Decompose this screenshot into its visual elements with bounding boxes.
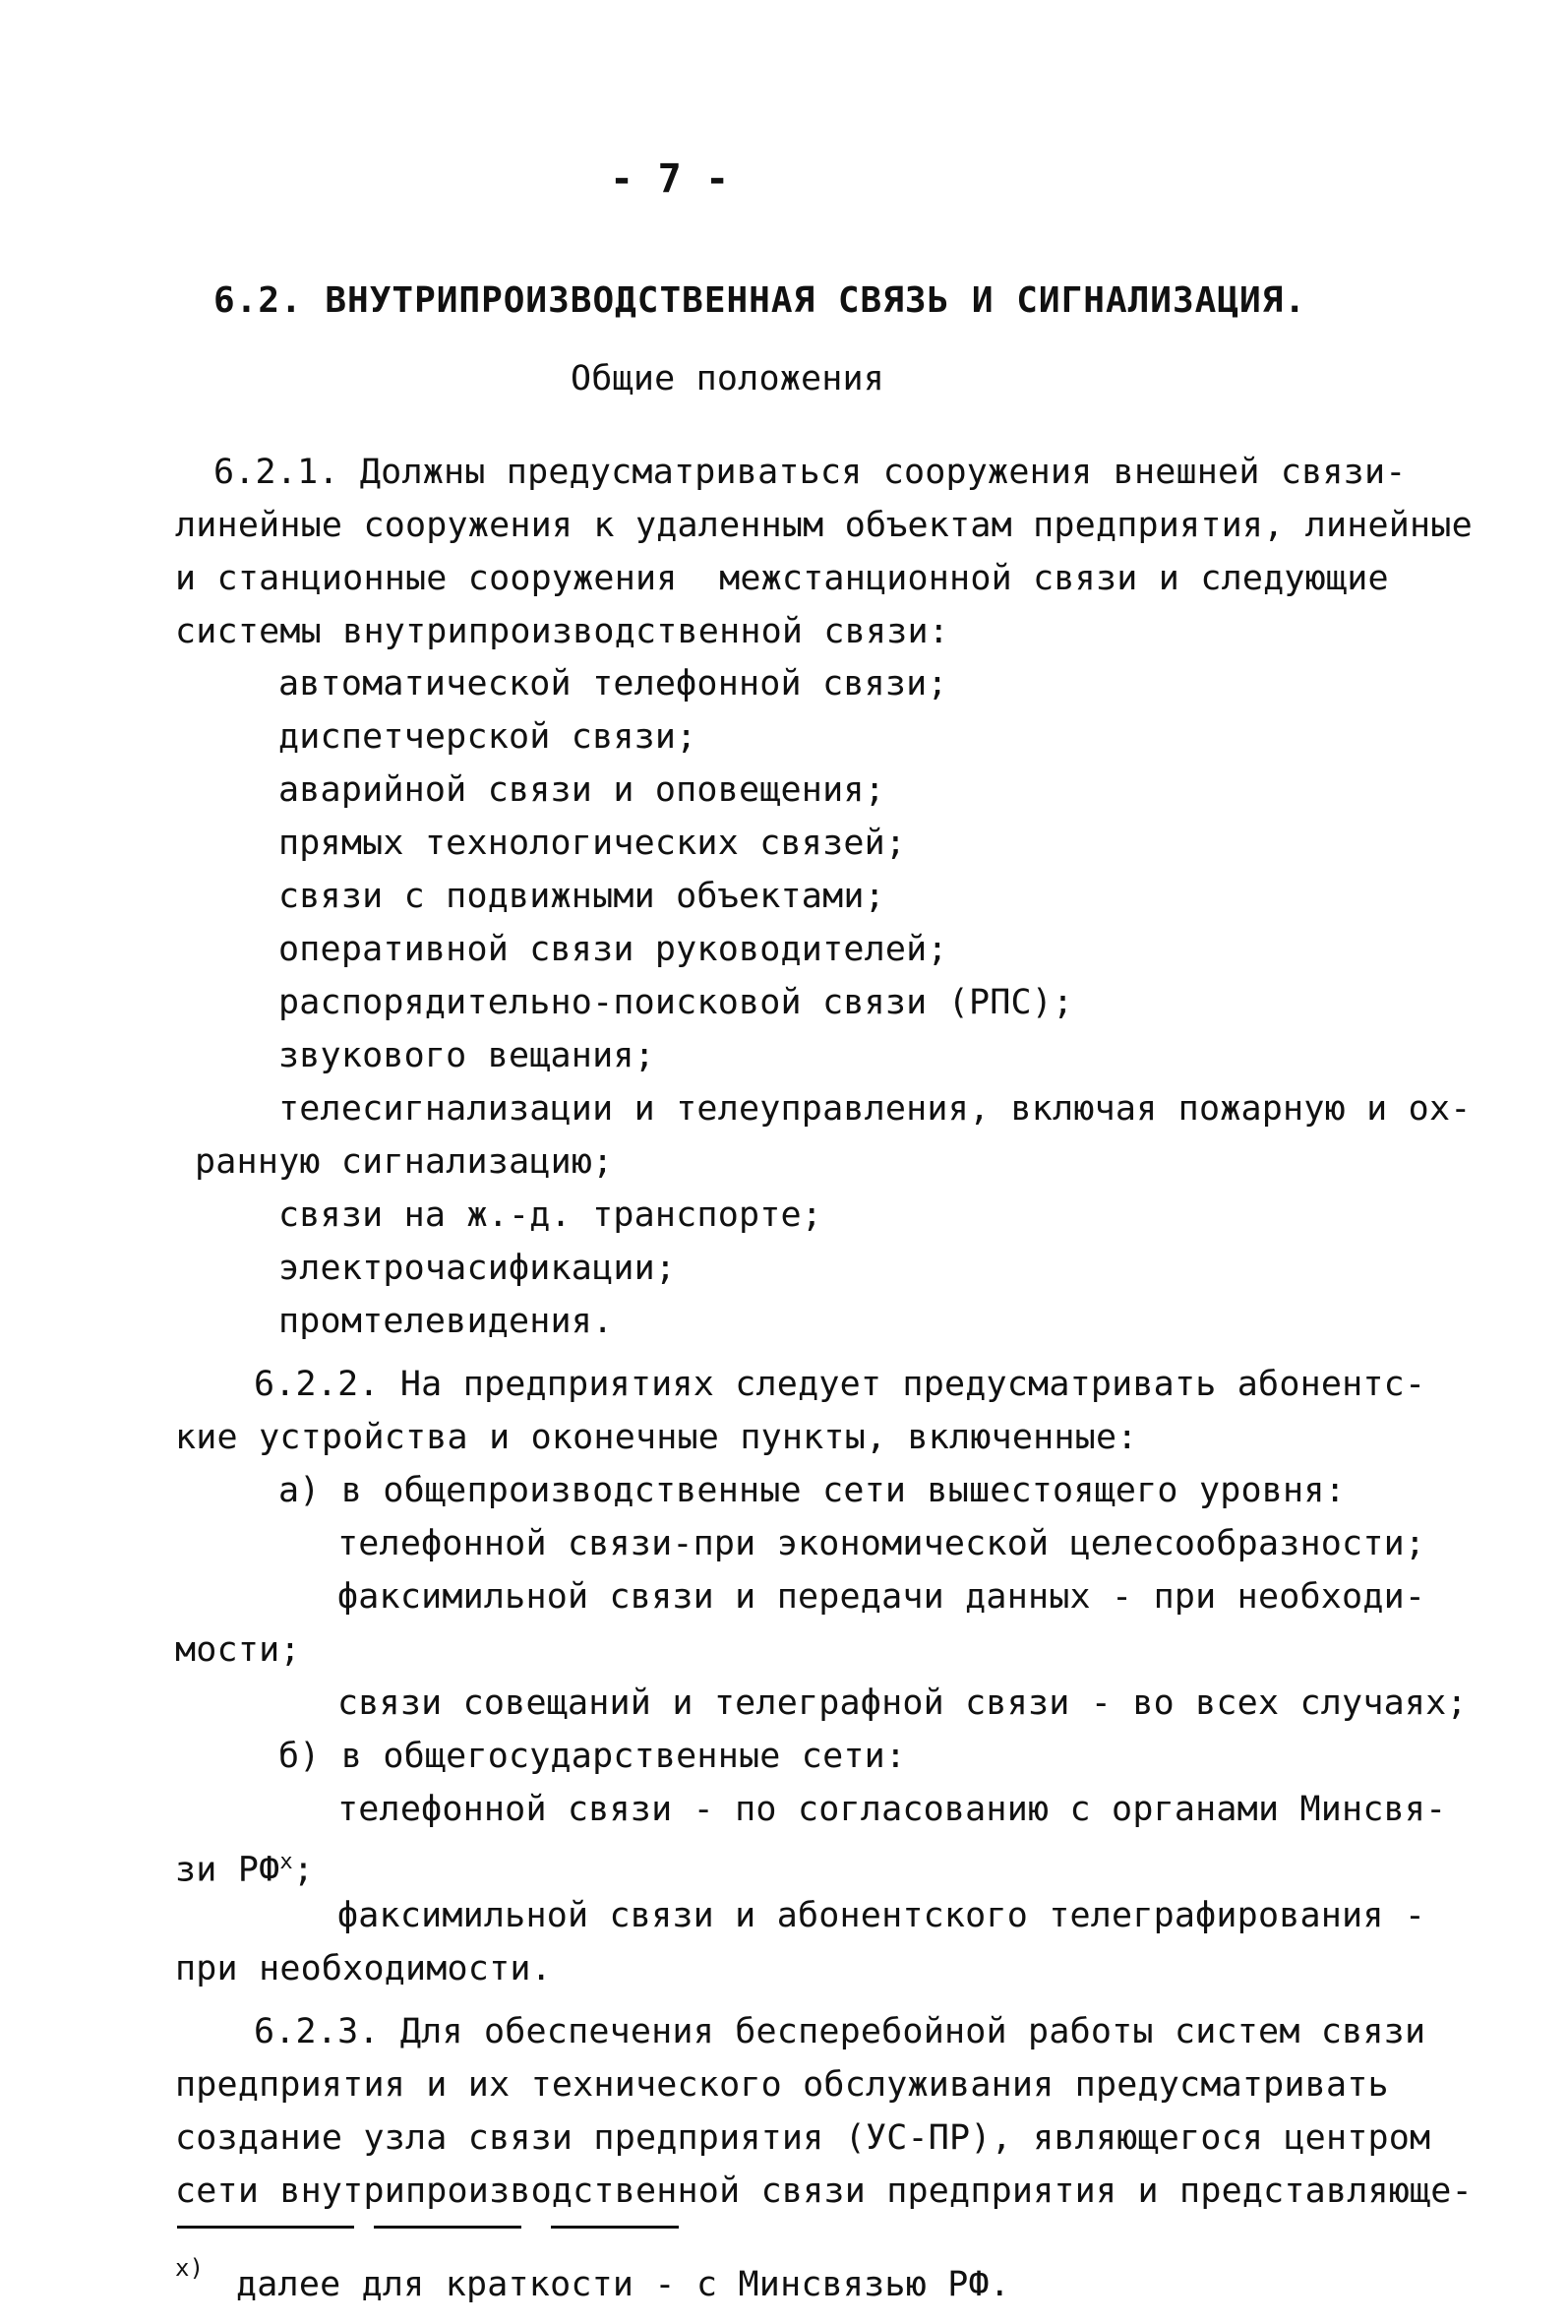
- paragraph-line: линейные сооружения к удаленным объектам предприятия, линейные: [175, 506, 1473, 545]
- list-item: автоматической телефонной связи;: [278, 664, 948, 703]
- paragraph-line: сети внутрипроизводственной связи предприятия и представляюще-: [175, 2171, 1473, 2211]
- footnote-rule: [177, 2226, 354, 2229]
- paragraph-line: 6.2.1. Должны предусматриваться сооружения внешней связи-: [213, 453, 1407, 492]
- footnote-rule: [551, 2226, 679, 2229]
- list-item: связи с подвижными объектами;: [278, 877, 885, 916]
- paragraph-line: телефонной связи-при экономической целесообразности;: [337, 1524, 1426, 1563]
- list-item-continuation: ранную сигнализацию;: [195, 1142, 614, 1182]
- paragraph-line: факсимильной связи и передачи данных - при необходи-: [337, 1577, 1426, 1617]
- list-item: электрочасификации;: [278, 1249, 677, 1288]
- footnote-marker-ref: x): [175, 2254, 205, 2282]
- section-subheading: Общие положения: [571, 359, 885, 398]
- paragraph-line: предприятия и их технического обслуживания предусматривать: [175, 2065, 1389, 2105]
- paragraph-text: зи РФ: [175, 1850, 280, 1890]
- list-item: аварийной связи и оповещения;: [278, 770, 885, 810]
- list-item: телесигнализации и телеуправления, включая пожарную и ох-: [278, 1089, 1472, 1129]
- paragraph-line: [175, 1841, 314, 1892]
- paragraph-line: создание узла связи предприятия (УС-ПР), являющегося центром: [175, 2118, 1431, 2158]
- paragraph-line: 6.2.2. На предприятиях следует предусматривать абонентс-: [254, 1365, 1426, 1404]
- footnote-marker: x: [279, 1850, 293, 1874]
- list-item: оперативной связи руководителей;: [278, 930, 948, 969]
- paragraph-line: 6.2.3. Для обеспечения бесперебойной работы систем связи: [254, 2012, 1426, 2051]
- paragraph-line: связи совещаний и телеграфной связи - во всех случаях;: [337, 1683, 1468, 1723]
- list-item: звукового вещания;: [278, 1036, 655, 1075]
- footnote-rule: [374, 2226, 521, 2229]
- paragraph-line: кие устройства и оконечные пункты, включенные:: [175, 1418, 1138, 1457]
- footnote-text: далее для краткости - с Минсвязью РФ.: [236, 2265, 1011, 2304]
- list-item: прямых технологических связей;: [278, 824, 907, 863]
- list-item: диспетчерской связи;: [278, 717, 697, 757]
- section-heading: 6.2. ВНУТРИПРОИЗВОДСТВЕННАЯ СВЯЗЬ И СИГНАЛИЗАЦИЯ.: [213, 280, 1307, 321]
- punctuation: ;: [292, 1850, 315, 1890]
- paragraph-line: системы внутрипроизводственной связи:: [175, 612, 950, 651]
- paragraph-line: мости;: [175, 1630, 301, 1670]
- paragraph-line: и станционные сооружения межстанционной связи и следующие: [175, 559, 1389, 598]
- list-item: распорядительно-поисковой связи (РПС);: [278, 983, 1074, 1022]
- list-item: промтелевидения.: [278, 1302, 614, 1341]
- paragraph-line: б) в общегосударственные сети:: [278, 1737, 907, 1776]
- paragraph-line: при необходимости.: [175, 1949, 552, 1988]
- paragraph-line: а) в общепроизводственные сети вышестоящего уровня:: [278, 1471, 1346, 1510]
- page-number: - 7 -: [610, 156, 730, 202]
- list-item: связи на ж.-д. транспорте;: [278, 1195, 823, 1235]
- paragraph-line: телефонной связи - по согласованию с органами Минсвя-: [337, 1790, 1447, 1829]
- paragraph-line: факсимильной связи и абонентского телеграфирования -: [337, 1896, 1426, 1935]
